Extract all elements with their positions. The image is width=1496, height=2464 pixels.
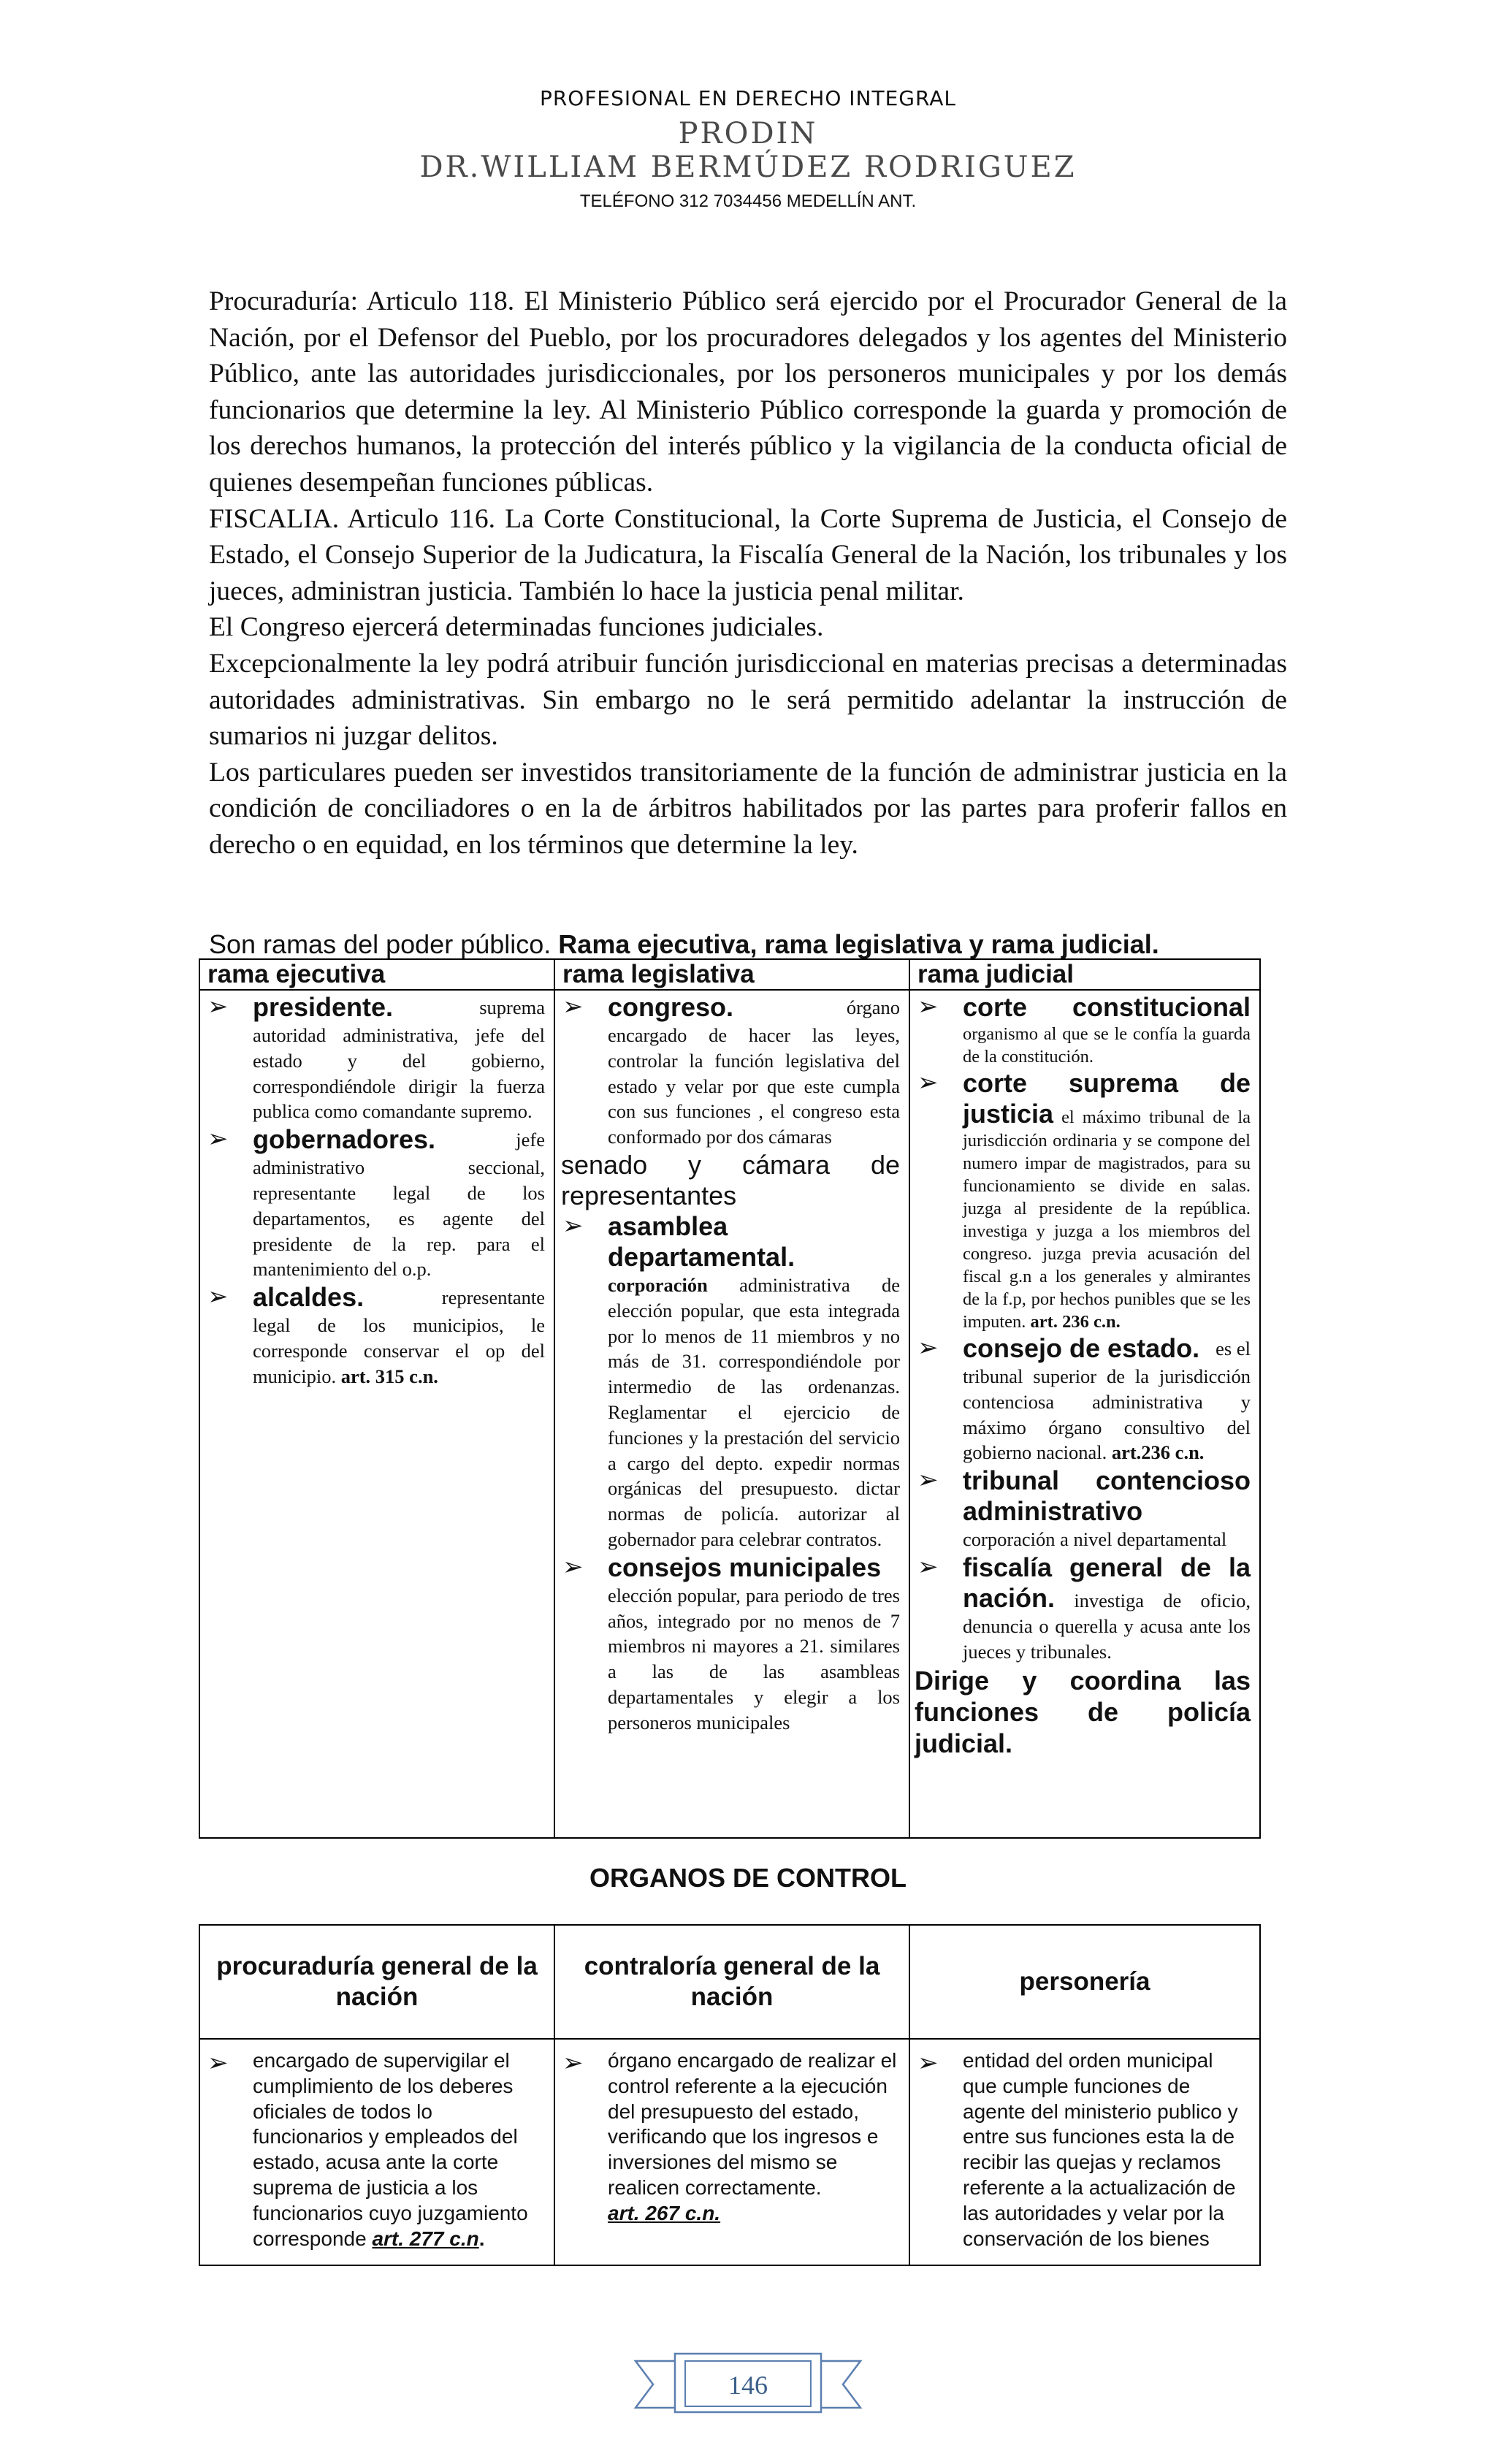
item-gobernadores: [206, 1124, 545, 1282]
item-desc: [963, 1364, 1251, 1465]
item-consejo-estado: [916, 1333, 1251, 1465]
bullet-icon: ➢: [562, 1552, 584, 1582]
item-title: gobernadores.: [253, 1124, 436, 1155]
column-ejecutiva: [200, 960, 555, 1837]
bullet-icon: ➢: [917, 992, 939, 1021]
bullet-icon: ➢: [207, 1124, 229, 1154]
item-desc: [253, 1313, 545, 1389]
item-presidente: [206, 992, 545, 1124]
item-desc-lead: corporación: [608, 1273, 708, 1296]
item-title: fiscalía general de la nación.: [963, 1552, 1251, 1613]
column-legislativa: [555, 960, 910, 1837]
item-desc-lead: es el: [1216, 1338, 1251, 1359]
item-article-ref: art. 277 c.n: [372, 2227, 479, 2250]
column-procuraduria: [200, 1926, 555, 2265]
header-personeria: [910, 1926, 1259, 2040]
item-desc-text: administrativa de elección popular, que esta integrada por lo menos de 11 miembros y no más de 31. correspondiéndole por intermedio de las ordenanzas. Reglamentar el ejercicio de funciones y la prestación del servicio a cargo del depto. expedir normas orgánicas del presupuesto. dictar normas de policía. autorizar al gobernador para celebrar contratos.: [608, 1273, 900, 1550]
item-desc-text: legal de los municipios, le corresponde conservar el op del municipio.: [253, 1314, 545, 1387]
camaras-text: senado y cámara de representantes: [561, 1149, 900, 1210]
item-title: corte constitucional: [963, 992, 1251, 1022]
item-procuraduria: [206, 2048, 545, 2251]
item-tribunal: [916, 1465, 1251, 1552]
item-desc-text: encargado de supervigilar el cumplimiento de los deberes oficiales de todos lo funcionarios y empleados del estado, acusa ante la corte suprema de justicia a los funcionarios cuyo juzgamiento corresponde: [253, 2049, 528, 2250]
header-procuraduria: [200, 1926, 554, 2040]
column-personeria: [910, 1926, 1259, 2265]
item-corte-suprema: [916, 1068, 1251, 1333]
item-article-ref: art. 315 c.n.: [340, 1365, 438, 1387]
item-fiscalia: [916, 1552, 1251, 1665]
paragraph-fiscalia: FISCALIA. Articulo 116. La Corte Constitucional, la Corte Suprema de Justicia, el Consejo de Estado, el Consejo Superior de la Judicatura, la Fiscalía General de la Nación, los tribunales y los jueces, administran justicia. También lo hace la justicia penal militar.: [209, 503, 1287, 606]
paragraph-excepcional: Excepcionalmente la ley podrá atribuir función jurisdiccional en materias precisas a determinadas autoridades administrativas. Sin embargo no le será permitido adelantar la instrucción de sumarios ni juzgar delitos.: [209, 648, 1287, 752]
bullet-icon: ➢: [917, 2048, 939, 2078]
bullet-icon: ➢: [562, 992, 584, 1021]
item-desc-lead: órgano: [846, 996, 900, 1018]
paragraph-particulares: Los particulares pueden ser investidos transitoriamente de la función de administrar justicia en la condición de conciliadores o en la de árbitros habilitados por las partes para proferir fallos en derecho o en equidad, en los términos que determine la ley.: [209, 757, 1287, 860]
item-desc-text: investiga de oficio, denuncia o querella y acusa ante los jueces y tribunales.: [963, 1589, 1251, 1663]
item-desc: [608, 1273, 900, 1552]
item-desc-lead: jefe: [516, 1129, 545, 1151]
body-text: [209, 283, 1287, 863]
item-personeria: [916, 2048, 1251, 2251]
item-asamblea: [561, 1211, 900, 1552]
item-article-ref: art. 267 c.n.: [608, 2201, 721, 2224]
header-contraloria-text: contraloría general de la nación: [584, 1952, 880, 2011]
item-desc-text: órgano encargado de realizar el control referente a la ejecución del presupuesto del estado, verificando que los ingresos e inversiones del mismo se realicen correctamente.: [608, 2049, 897, 2199]
item-desc-text: el máximo tribunal de la jurisdicción ordinaria y se compone del numero impar de magistrados, para su funcionamiento se divide en salas. juzga al presidente de la república. investiga y juzga a los miembros del congreso. juzga previa acusación del fiscal g.n a los generales y almirantes de la f.p, por hechos punibles que se les imputen.: [963, 1107, 1251, 1332]
header-procuraduria-text: procuraduría general de la nación: [216, 1952, 538, 2011]
item-title: consejo de estado.: [963, 1333, 1200, 1363]
header-brand: PRODIN: [678, 117, 818, 150]
header-ejecutiva: rama ejecutiva: [200, 960, 554, 991]
item-desc: [608, 2048, 900, 2227]
page-number: 146: [728, 2370, 768, 2400]
item-desc: administrativo seccional, representante legal de los departamentos, es agente del presidente de la rep. para el mantenimiento del o.p.: [253, 1156, 545, 1281]
header-legislativa: rama legislativa: [555, 960, 909, 991]
header-contraloria: [555, 1926, 909, 2040]
item-desc: entidad del orden municipal que cumple funciones de agente del ministerio publico y entre sus funciones esta la de recibir las quejas y reclamos referente a la actualización de las autoridades y velar por la conservación de los bienes: [963, 2049, 1238, 2250]
item-alcaldes: [206, 1282, 545, 1389]
item-desc-lead: representante: [441, 1286, 545, 1309]
header-personeria-text: personería: [1019, 1967, 1150, 1996]
paragraph-procuraduria: Procuraduría: Articulo 118. El Ministerio Público será ejercido por el Procurador General de la Nación, por el Defensor del Pueblo, por los procuradores delegados y los agentes del Ministerio Público, ante las autoridades jurisdiccionales, por los personeros municipales y por los demás funcionarios que determine la ley. Al Ministerio Público corresponde la guarda y promoción de los derechos humanos, la protección del interés público y la vigilancia de la conducta oficial de quienes desempeñan funciones públicas.: [209, 286, 1287, 497]
column-judicial: [910, 960, 1259, 1837]
item-title: alcaldes.: [253, 1282, 365, 1313]
bullet-icon: ➢: [207, 992, 229, 1021]
organos-table: [199, 1924, 1261, 2266]
bullet-icon: ➢: [917, 1068, 939, 1097]
item-desc: autoridad administrativa, jefe del estado y del gobierno, correspondiéndole dirigir la fuerza publica como comandante supremo.: [253, 1024, 545, 1123]
item-desc: organismo al que se le confía la guarda de la constitución.: [963, 1024, 1251, 1067]
paragraph-congreso: El Congreso ejercerá determinadas funciones judiciales.: [209, 612, 824, 643]
item-congreso: [561, 992, 900, 1150]
item-article-ref: art.236 c.n.: [1111, 1441, 1205, 1464]
dirige-text: Dirige y coordina las funciones de policía judicial.: [915, 1665, 1251, 1758]
ramas-table: [199, 958, 1261, 1839]
item-corte-constitucional: [916, 992, 1251, 1068]
item-desc-lead: suprema: [479, 996, 545, 1018]
ramas-intro-plain: Son ramas del poder público.: [209, 929, 552, 959]
page-number-ribbon: [628, 2351, 868, 2418]
item-title: congreso.: [608, 992, 734, 1022]
item-title: corte suprema de justicia: [963, 1068, 1251, 1129]
header-judicial: rama judicial: [910, 960, 1259, 991]
bullet-icon: ➢: [917, 1465, 939, 1495]
bullet-icon: ➢: [562, 2048, 584, 2078]
column-contraloria: [555, 1926, 910, 2265]
item-desc: [963, 1552, 1251, 1665]
bullet-icon: ➢: [917, 1552, 939, 1582]
item-title: presidente.: [253, 992, 394, 1022]
ramas-intro: [209, 929, 1159, 960]
header-phone: TELÉFONO 312 7034456 MEDELLÍN ANT.: [579, 191, 917, 211]
item-desc: [963, 1068, 1251, 1333]
item-desc: corporación a nivel departamental: [963, 1528, 1227, 1551]
item-article-end: .: [478, 2227, 485, 2250]
item-desc: [253, 2048, 545, 2251]
bullet-icon: ➢: [917, 1333, 939, 1362]
item-desc: encargado de hacer las leyes, controlar la función legislativa del estado y velar por que este cumpla con sus funciones , el congreso esta conformado por dos cámaras: [608, 1024, 900, 1148]
ramas-intro-bold: Rama ejecutiva, rama legislativa y rama judicial.: [558, 929, 1159, 959]
bullet-icon: ➢: [562, 1210, 584, 1240]
item-concejos: [561, 1552, 900, 1736]
header-author: DR.WILLIAM BERMÚDEZ RODRIGUEZ: [419, 150, 1077, 184]
header-title: PROFESIONAL EN DERECHO INTEGRAL: [539, 86, 957, 110]
item-article-ref: art. 236 c.n.: [1030, 1312, 1121, 1332]
bullet-icon: ➢: [207, 1282, 229, 1312]
organos-title: ORGANOS DE CONTROL: [589, 1863, 907, 1893]
item-title: asamblea departamental.: [608, 1210, 795, 1272]
item-desc: elección popular, para periodo de tres años, integrado por no menos de 7 miembros ni mayores a 21. similares a las de las asambleas departamentales y elegir a los personeros municipales: [608, 1584, 900, 1733]
item-title: tribunal contencioso administrativo: [963, 1465, 1251, 1527]
item-title: consejos municipales: [608, 1552, 882, 1582]
bullet-icon: ➢: [207, 2048, 229, 2078]
item-contraloria: [561, 2048, 900, 2227]
item-desc-text: tribunal superior de la jurisdicción contenciosa administrativa y máximo órgano consultivo del gobierno nacional.: [963, 1365, 1251, 1464]
